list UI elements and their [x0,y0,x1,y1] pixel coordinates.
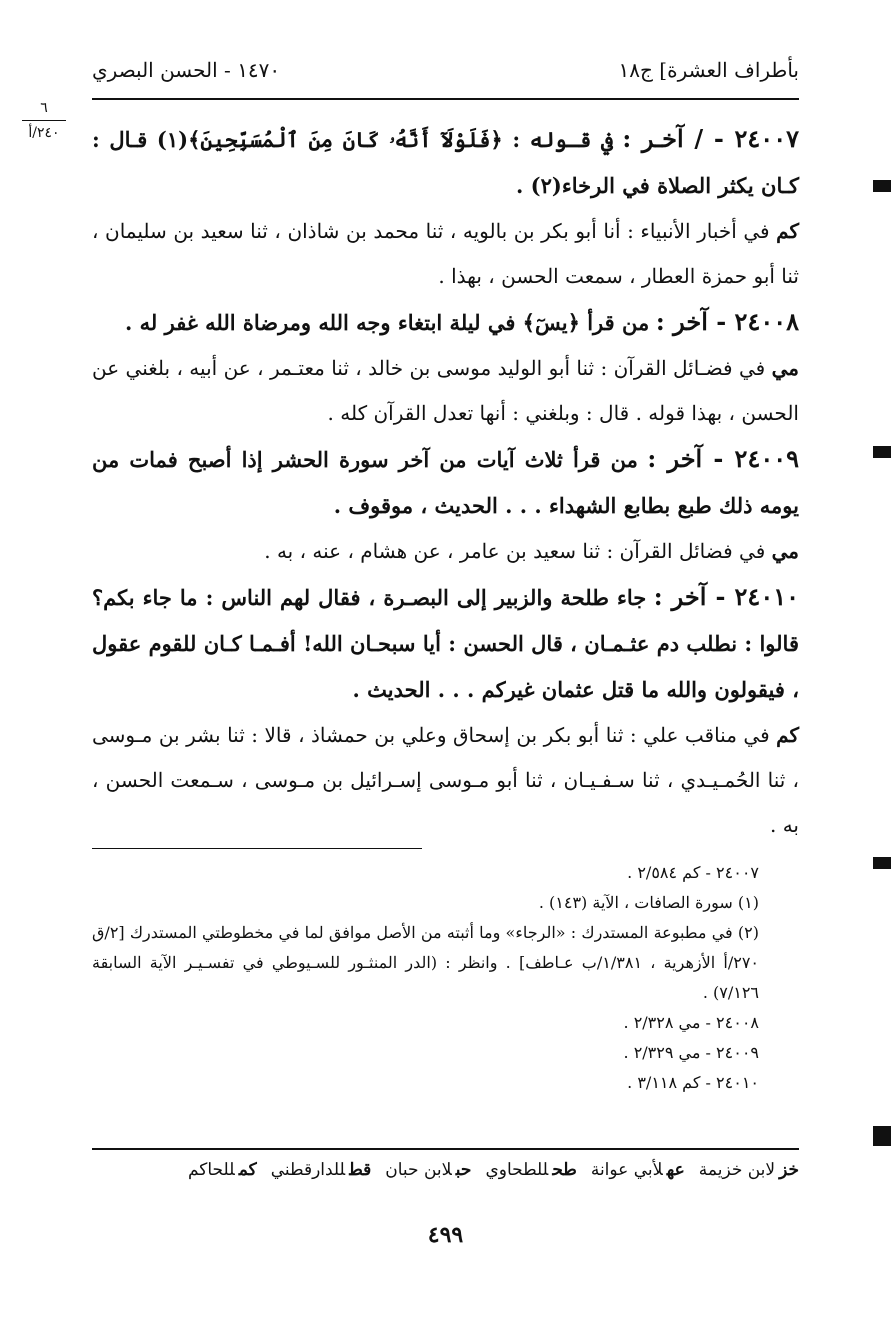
book-title: بأطراف العشرة] ج١٨ [618,58,799,82]
entry-source [92,209,799,299]
margin-ref-bottom: ٢٤٠/أ [28,125,60,141]
abbr-name: للحاكم [187,1160,235,1180]
source-code: مي [771,356,799,380]
entry-text: من قرأ ثلاث آيات من آخر سورة الحشر إذا أصبح فمات من يومه ذلك طبع بطابع الشهداء . . . الحديث ، موقوف . [92,447,799,518]
source-text: في أخبار الأنبياء : أنا أبو بكر بن بالويه ، ثنا محمد بن شاذان ، ثنا سعيد بن سليمان ، ثنا أبو حمزة العطار ، سمعت الحسن ، بهذا . [92,219,799,288]
abbr-name: لأبي عوانة [590,1160,663,1180]
manuscript-margin-reference [22,100,66,141]
bottom-separator [92,1148,799,1150]
abbreviation-item [188,1160,257,1180]
abbr-name: للطحاوي [485,1160,549,1180]
entry-text: من قرأ ﴿يسٓ﴾ في ليلة ابتغاء وجه الله ومرضاة الله غفر له . [125,310,650,335]
edge-tab-marker [873,857,891,869]
source-text: في مناقب علي : ثنا أبو بكر بن إسحاق وعلي بن حمشاذ ، قالا : ثنا بشر بن مـوسى ، ثنا الحُمـيـدي ، ثنا سـفـيـان ، ثنا أبو مـوسى إسـرائيل بن مـوسى ، سـمعت الحسن ، به . [92,723,799,837]
entry-number: ٢٤٠٠٨ - آخر : [655,307,799,336]
abbreviation-key [92,1160,799,1180]
entry-text: جاء طلحة والزبير إلى البصـرة ، فقال لهم الناس : ما جاء بكم؟ قالوا : نطلب دم عثـمـان ، قال الحسن : أيا سبحـان الله! أفـمـا كـان للقوم عقول ، فيقولون والله ما قتل عثمان غيركم . . . الحديث . [92,585,799,702]
footnote-ref: ٢٤٠٠٩ - مي ٢/٣٢٩ . [623,1043,759,1062]
abbreviation-item [385,1160,471,1180]
entry-number: ٢٤٠٠٧ - / آخـر : [622,124,799,153]
hadith-entry [92,436,799,529]
footnote: (٢) في مطبوعة المستدرك : «الرجاء» وما أثبته من الأصل موافق لما في مخطوطتي المستدرك [٢/ق ٢٧٠/أ الأزهرية ، ١/٣٨١/ب عـاطف] . وانظر : (الدر المنثـور للسـيوطي في تفسـيـر الآية السابقة ٧/١٢٦) . [92,923,759,1002]
entry-source [92,529,799,574]
abbr-code: كم [238,1160,257,1180]
footnote-ref: ٢٤٠١٠ - كم ٣/١١٨ . [627,1073,759,1092]
abbr-name: للدارقطني [270,1160,346,1180]
footnote-ref: ٢٤٠٠٨ - مي ٢/٣٢٨ . [623,1013,759,1032]
abbreviation-item [591,1160,685,1180]
edge-tab-marker [873,180,891,192]
abbreviation-item [271,1160,372,1180]
hadith-entry [92,116,799,209]
abbr-code: حب [455,1160,472,1180]
abbr-name: لابن خزيمة [698,1160,776,1180]
hadith-entry [92,574,799,713]
entry-number: ٢٤٠١٠ - آخر : [653,582,799,611]
margin-ref-top: ٦ [22,100,66,121]
edge-tab-marker [873,1126,891,1146]
source-code: مي [771,539,799,563]
footnote: (١) سورة الصافات ، الآية (١٤٣) . [538,893,759,912]
source-text: في فضـائل القرآن : ثنا أبو الوليد موسى بن خالد ، ثنا معتـمر ، عن أبيه ، بلغني عن الحسن ، بهذا قوله . قال : وبلغني : أنها تعدل القرآن كله . [92,356,799,425]
abbr-code: خز [779,1160,799,1180]
footnote-ref: ٢٤٠٠٧ - كم ٢/٥٨٤ . [627,863,759,882]
entry-text: في قـوله : ﴿فَلَوْلَآ أَنَّهُۥ كَانَ مِنَ ٱلْمُسَبِّحِينَ﴾(١) قـال : كـان يكثر الصلاة في الرخاء(٢) . [92,127,799,198]
abbr-name: لابن حبان [385,1160,452,1180]
hadith-entry [92,299,799,346]
abbr-code: طح [552,1160,577,1180]
footnote-separator [92,848,422,849]
entry-source [92,713,799,848]
abbreviation-item [485,1160,576,1180]
source-text: في فضائل القرآن : ثنا سعيد بن عامر ، عن هشام ، عنه ، به . [264,539,772,563]
abbr-code: قط [349,1160,372,1180]
section-title: ١٤٧٠ - الحسن البصري [92,58,281,82]
page-number: ٤٩٩ [427,1222,464,1248]
source-code: كم [776,723,799,747]
main-text [92,116,799,848]
source-code: كم [776,219,799,243]
edge-tab-marker [873,446,891,458]
entry-number: ٢٤٠٠٩ - آخر : [647,444,799,473]
page-header [92,52,799,100]
abbr-code: عه [666,1160,685,1180]
entry-source [92,346,799,436]
footnotes [92,858,799,1098]
abbreviation-item [699,1160,799,1180]
